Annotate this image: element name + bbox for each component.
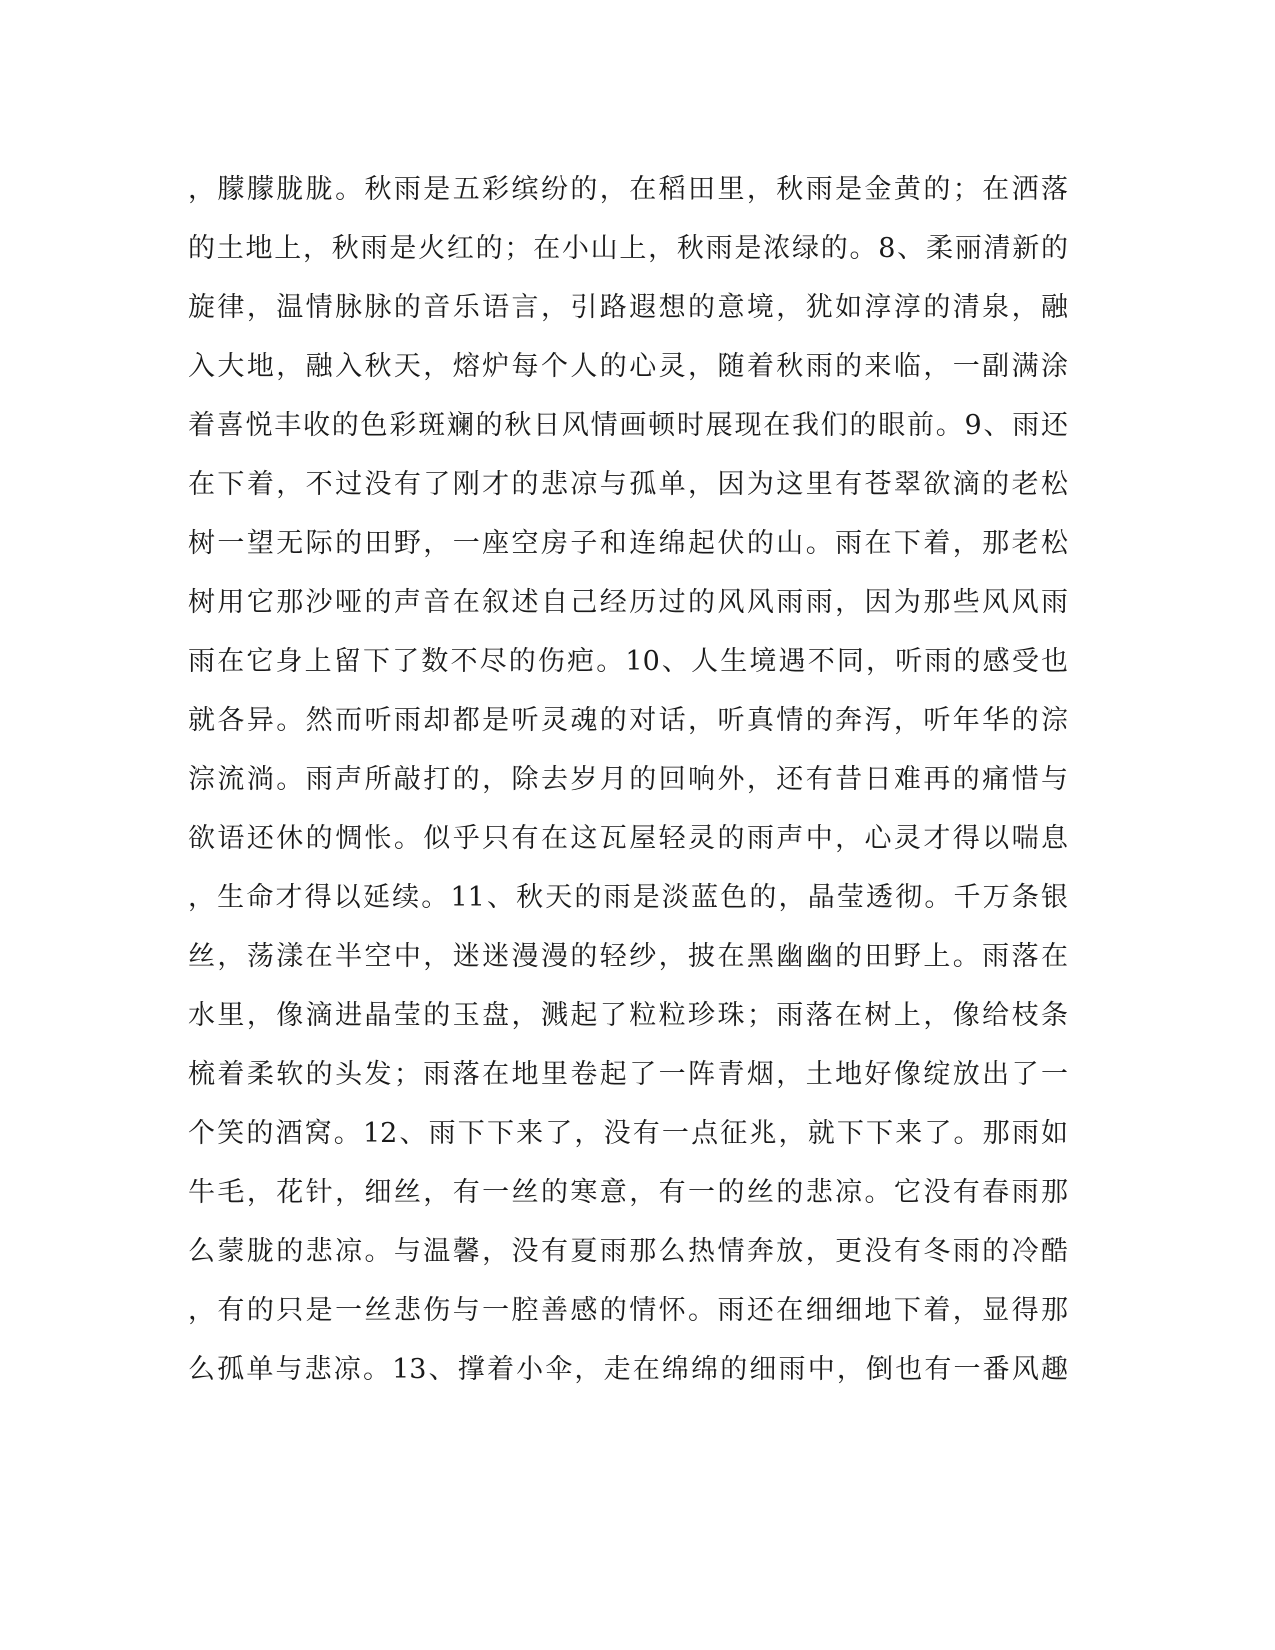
text-line-6: 在下着，不过没有了刚才的悲凉与孤单，因为这里有苍翠欲滴的老松 [188, 469, 1068, 500]
text-line-12: 欲语还休的惆怅。似乎只有在这瓦屋轻灵的雨声中，心灵才得以喘息 [188, 823, 1068, 854]
text-line-3: 旋律，温情脉脉的音乐语言，引路遐想的意境，犹如淳淳的清泉，融 [188, 292, 1068, 323]
text-line-1: ，朦朦胧胧。秋雨是五彩缤纷的，在稻田里，秋雨是金黄的；在洒落 [188, 174, 1068, 205]
text-line-14: 丝，荡漾在半空中，迷迷漫漫的轻纱，披在黑幽幽的田野上。雨落在 [188, 941, 1068, 972]
text-line-13: ，生命才得以延续。11、秋天的雨是淡蓝色的，晶莹透彻。千万条银 [188, 882, 1068, 913]
text-line-4: 入大地，融入秋天，熔炉每个人的心灵，随着秋雨的来临，一副满涂 [188, 351, 1068, 382]
text-line-16: 梳着柔软的头发；雨落在地里卷起了一阵青烟，土地好像绽放出了一 [188, 1059, 1068, 1090]
text-line-9: 雨在它身上留下了数不尽的伤疤。10、人生境遇不同，听雨的感受也 [188, 646, 1068, 677]
text-line-10: 就各异。然而听雨却都是听灵魂的对话，听真情的奔泻，听年华的淙 [188, 705, 1068, 736]
text-line-17: 个笑的酒窝。12、雨下下来了，没有一点征兆，就下下来了。那雨如 [188, 1118, 1068, 1149]
text-line-19: 么蒙胧的悲凉。与温馨，没有夏雨那么热情奔放，更没有冬雨的冷酷 [188, 1236, 1068, 1267]
text-line-5: 着喜悦丰收的色彩斑斓的秋日风情画顿时展现在我们的眼前。9、雨还 [188, 410, 1068, 441]
text-line-8: 树用它那沙哑的声音在叙述自己经历过的风风雨雨，因为那些风风雨 [188, 587, 1068, 618]
text-line-7: 树一望无际的田野，一座空房子和连绵起伏的山。雨在下着，那老松 [188, 528, 1068, 559]
text-line-2: 的土地上，秋雨是火红的；在小山上，秋雨是浓绿的。8、柔丽清新的 [188, 233, 1068, 264]
text-line-21: 么孤单与悲凉。13、撑着小伞，走在绵绵的细雨中，倒也有一番风趣 [188, 1354, 1068, 1385]
text-line-11: 淙流淌。雨声所敲打的，除去岁月的回响外，还有昔日难再的痛惜与 [188, 764, 1068, 795]
document-body-text [188, 160, 1068, 1399]
text-line-15: 水里，像滴进晶莹的玉盘，溅起了粒粒珍珠；雨落在树上，像给枝条 [188, 1000, 1068, 1031]
text-line-18: 牛毛，花针，细丝，有一丝的寒意，有一的丝的悲凉。它没有春雨那 [188, 1177, 1068, 1208]
text-line-20: ，有的只是一丝悲伤与一腔善感的情怀。雨还在细细地下着，显得那 [188, 1295, 1068, 1326]
